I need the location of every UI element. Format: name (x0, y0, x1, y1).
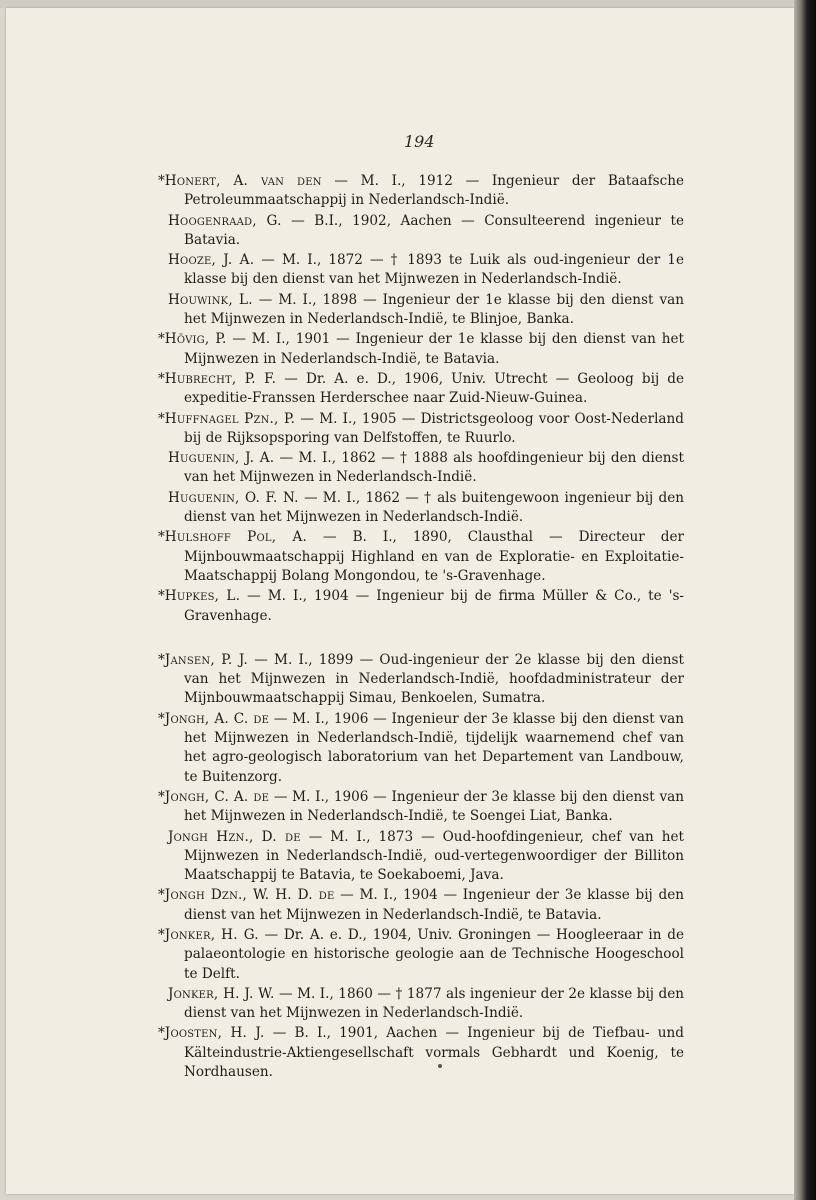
entry-text: — Dr. A. e. D., 1906, Univ. Utrecht — Geoloog bij de expeditie-Franssen Herderschee naar Zuid-Nieuw-Guinea. (184, 370, 685, 407)
entry-name: Joosten, H. J. (164, 1025, 265, 1042)
paper-speck (438, 1064, 442, 1068)
register-entry (158, 251, 684, 290)
entry-name: Jongh, C. A. de (164, 788, 270, 805)
entry-text: — B. I., 1890, Clausthal — Directeur der Mijnbouwmaatschappij Highland en van de Exploratie- en Exploitatie-Maatschappij Bolang Mongondou, te 's-Gravenhage. (184, 529, 684, 584)
entry-name: Jonker, H. J. W. (168, 985, 275, 1002)
member-mark: * (158, 651, 165, 668)
register-entry (158, 886, 684, 925)
page-number: 194 (404, 132, 435, 151)
member-mark: * (158, 887, 165, 904)
entry-name: Hupkes, L. (164, 588, 241, 605)
entry-name: Jonker, H. G. (164, 926, 259, 943)
entry-name: Hulshoff Pol, A. (164, 529, 307, 546)
register-entry (158, 651, 684, 709)
member-mark: * (158, 370, 165, 387)
entries-h-section (158, 172, 684, 626)
register-entry (158, 528, 684, 586)
entry-text: — M. I., 1873 — Oud-hoofdingenieur, chef van het Mijnwezen in Nederlandsch-Indië, oud-vertegenwoordiger der Billiton Maatschappij te Batavia, te Soekaboemi, Java. (184, 828, 684, 884)
register-entry (158, 449, 684, 488)
entry-text: — M. I., 1862 — † 1888 als hoofdingenieur bij den dienst van het Mijnwezen in Nederlandsch-Indië. (184, 450, 684, 486)
entry-text: — M. I., 1872 — † 1893 te Luik als oud-ingenieur der 1e klasse bij den dienst van het Mijnwezen in Nederlandsch-Indië. (184, 252, 685, 288)
entry-name: Huguenin, O. F. N. (168, 489, 299, 506)
member-mark: * (158, 710, 165, 727)
entry-name: Hoogenraad, G. (168, 212, 282, 229)
entry-name: Huguenin, J. A. (168, 450, 275, 467)
entry-name: Jongh Hzn., D. de (168, 828, 301, 845)
entry-name: Houwink, L. (168, 291, 253, 308)
entry-name: Hövig, P. (164, 331, 227, 348)
entry-name: Jansen, P. J. (164, 651, 248, 668)
member-mark: * (158, 529, 165, 546)
register-entry (158, 710, 684, 787)
entry-text: — M. I., 1904 — Ingenieur bij de firma Müller & Co., te 's-Gravenhage. (184, 588, 685, 624)
entry-text: — M. I., 1905 — Districtsgeoloog voor Oost-Nederland bij de Rijksopsporing van Delfstoffen, te Ruurlo. (184, 410, 684, 446)
entry-text: — M. I., 1862 — † als buitengewoon ingenieur bij den dienst van het Mijnwezen in Nederlandsch-Indië. (184, 489, 684, 526)
section-gap (158, 627, 684, 651)
entry-text: — M. I., 1899 — Oud-ingenieur der 2e klasse bij den dienst van het Mijnwezen in Nederlandsch-Indië, hoofdadministrateur der Mijnbouwmaatschappij Simau, Benkoelen, Sumatra. (184, 651, 684, 707)
scan-binding-edge (794, 0, 816, 1200)
entry-name: Jongh Dzn., W. H. D. de (164, 887, 335, 904)
register-entry (158, 212, 684, 251)
register-entry (158, 587, 684, 626)
entry-name: Jongh, A. C. de (164, 710, 270, 727)
register-entry (158, 370, 684, 409)
entry-name: Honert, A. van den (164, 173, 322, 189)
entry-name: Hooze, J. A. (168, 252, 255, 269)
entry-name: Huffnagel Pzn., P. (164, 410, 296, 427)
entry-name: Hubrecht, P. F. (164, 370, 277, 387)
register-entry (158, 1024, 684, 1082)
register-entry (158, 985, 684, 1024)
register-entry (158, 788, 684, 827)
entry-text: — M. I., 1901 — Ingenieur der 1e klasse bij den dienst van het Mijnwezen in Nederlandsch-Indië, te Batavia. (184, 331, 685, 367)
member-mark: * (158, 410, 165, 427)
register-entry (158, 330, 684, 369)
register-entry (158, 489, 684, 528)
entry-text: — M. I., 1898 — Ingenieur der 1e klasse bij den dienst van het Mijnwezen in Nederlandsch-Indië, te Blinjoe, Banka. (184, 291, 684, 328)
entry-text: — M. I., 1912 — Ingenieur der Bataafsche Petroleummaatschappij in Nederlandsch-Indië. (184, 173, 685, 209)
member-mark: * (158, 588, 165, 605)
entry-text: — Dr. A. e. D., 1904, Univ. Groningen — Hoogleeraar in de palaeontologie en historische geologie aan de Technische Hoogeschool te Delft. (184, 926, 684, 982)
entry-text: — M. I., 1906 — Ingenieur der 3e klasse bij den dienst van het Mijnwezen in Nederlandsch-Indië, te Soengei Liat, Banka. (184, 788, 684, 825)
register-entry (158, 828, 684, 886)
scan-top-edge (0, 0, 816, 8)
member-mark: * (158, 173, 165, 189)
entry-text: — M. I., 1904 — Ingenieur der 3e klasse bij den dienst van het Mijnwezen in Nederlandsch-Indië, te Batavia. (184, 887, 684, 923)
entry-text: — B. I., 1901, Aachen — Ingenieur bij de Tiefbau- und Kälteindustrie-Aktiengesellschaft vormals Gebhardt und Koenig, te Nordhausen. (184, 1025, 685, 1081)
entry-text: — M. I., 1906 — Ingenieur der 3e klasse bij den dienst van het Mijnwezen in Nederlandsch-Indië, tijdelijk waarnemend chef van het agro-geologisch laboratorium van het Departement van Landbouw, te Buitenzorg. (184, 710, 684, 785)
register-entries (158, 172, 684, 1083)
register-entry (158, 926, 684, 984)
entries-j-section (158, 651, 684, 1083)
entry-text: — M. I., 1860 — † 1877 als ingenieur der 2e klasse bij den dienst van het Mijnwezen in Nederlandsch-Indië. (184, 985, 684, 1022)
entry-text: — B.I., 1902, Aachen — Consulteerend ingenieur te Batavia. (184, 212, 685, 248)
register-entry (158, 172, 684, 211)
member-mark: * (158, 1025, 165, 1042)
register-entry (158, 410, 684, 449)
member-mark: * (158, 331, 165, 348)
member-mark: * (158, 926, 165, 943)
register-entry (158, 291, 684, 330)
member-mark: * (158, 788, 165, 805)
